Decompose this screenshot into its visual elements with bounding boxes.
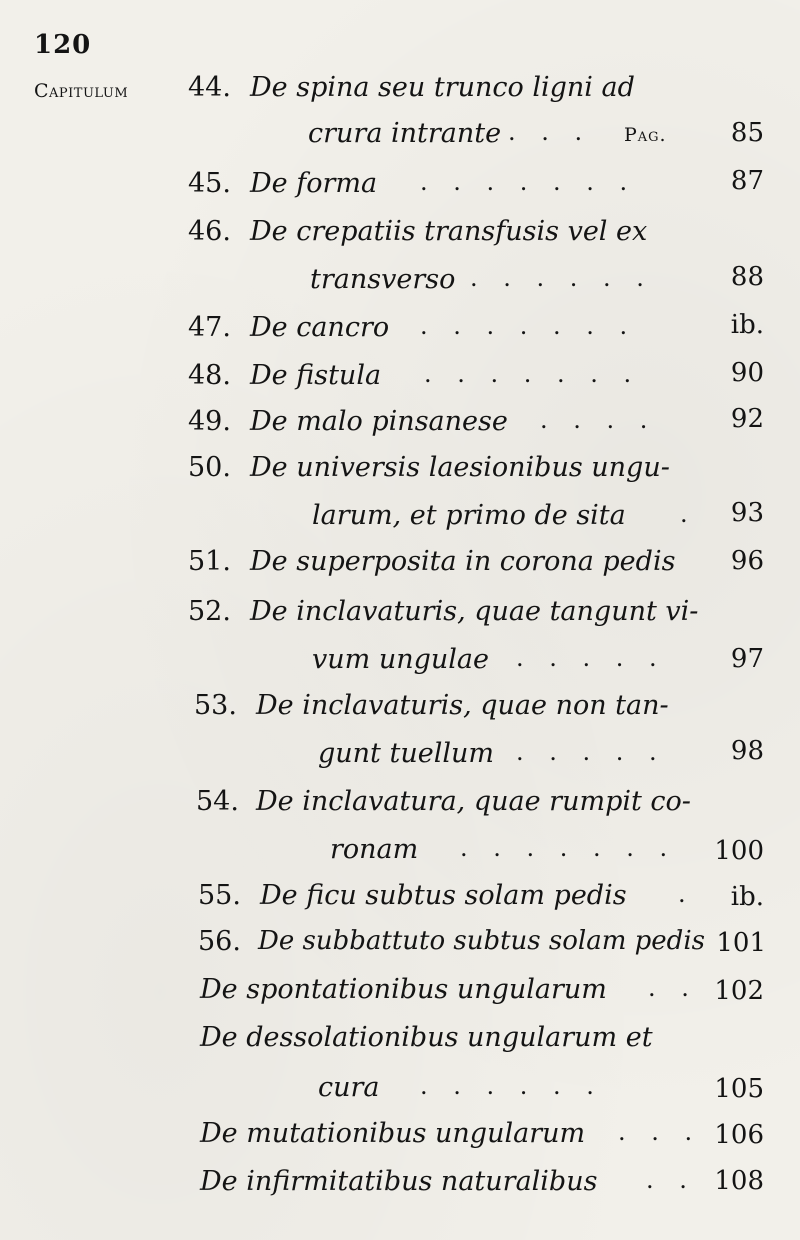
entry-title: De ficu subtus solam pedis	[260, 880, 627, 911]
entry-number: 51.	[188, 546, 231, 577]
entry-number: 47.	[188, 312, 231, 343]
entry-title: De crepatiis transfusis vel ex	[250, 216, 648, 247]
entry-title-continued: cura	[318, 1072, 380, 1103]
entry-page: 102	[714, 976, 764, 1006]
entry-page: 88	[730, 262, 764, 292]
entry-page: 92	[730, 404, 764, 434]
chapter-heading: Capitulum	[34, 80, 129, 102]
entry-number: 50.	[188, 452, 231, 483]
entry-page: 108	[714, 1166, 764, 1196]
entry-page: 93	[730, 498, 764, 528]
entry-title-continued: ronam	[330, 834, 419, 865]
entry-number: 56.	[198, 926, 241, 957]
entry-page: 90	[730, 358, 764, 388]
entry-title: De inclavatura, quae rumpit co-	[256, 786, 691, 817]
leader-dots: .	[680, 500, 697, 528]
entry-title: De inclavaturis, quae tangunt vi-	[250, 596, 699, 627]
entry-page: 100	[714, 836, 764, 866]
entry-number: 44.	[188, 72, 231, 103]
entry-title: De inclavaturis, quae non tan-	[256, 690, 669, 721]
leader-dots: . . . . . . .	[460, 834, 677, 862]
entry-page: 101	[716, 928, 766, 958]
entry-title: De fistula	[250, 360, 382, 391]
pag-label: Pag.	[624, 124, 667, 146]
entry-title: De spontationibus ungularum	[200, 974, 607, 1005]
entry-page: 97	[730, 644, 764, 674]
entry-title: De forma	[250, 168, 378, 199]
entry-title-continued: transverso	[310, 264, 456, 295]
entry-number: 52.	[188, 596, 231, 627]
entry-number: 49.	[188, 406, 231, 437]
leader-dots: . .	[646, 1166, 696, 1194]
leader-dots: . . . . . . .	[424, 360, 641, 388]
entry-page: 98	[730, 736, 764, 766]
entry-title: De cancro	[250, 312, 390, 343]
entry-title: De spina seu trunco ligni ad	[250, 72, 635, 103]
entry-title: De subbattuto subtus solam pedis	[258, 926, 705, 956]
page-number: 120	[34, 30, 92, 60]
entry-number: 55.	[198, 880, 241, 911]
leader-dots: . . . . . .	[470, 264, 653, 292]
leader-dots: . . .	[508, 118, 592, 146]
entry-title-continued: vum ungulae	[312, 644, 489, 675]
entry-number: 48.	[188, 360, 231, 391]
leader-dots: . . . . . . .	[420, 168, 637, 196]
entry-title: De malo pinsanese	[250, 406, 508, 437]
entry-number: 53.	[194, 690, 237, 721]
entry-title: De universis laesionibus ungu-	[250, 452, 670, 483]
entry-title-continued: larum, et primo de sita	[312, 500, 626, 531]
leader-dots: . . . . .	[516, 644, 666, 672]
entry-title: De dessolationibus ungularum et	[200, 1022, 653, 1053]
entry-title: De superposita in corona pedis	[250, 546, 676, 577]
entry-page: 87	[730, 166, 764, 196]
entry-title: De mutationibus ungularum	[200, 1118, 586, 1149]
entry-page: ib.	[730, 882, 764, 912]
entry-number: 45.	[188, 168, 231, 199]
leader-dots: . . . . . .	[420, 1072, 603, 1100]
leader-dots: . . . . . . .	[420, 312, 637, 340]
entry-page: ib.	[730, 310, 764, 340]
entry-title-continued: crura intrante	[308, 118, 502, 149]
leader-dots: .	[678, 880, 695, 908]
leader-dots: . . .	[618, 1118, 702, 1146]
entry-number: 46.	[188, 216, 231, 247]
leader-dots: . . . .	[540, 406, 657, 434]
entry-page: 106	[714, 1120, 764, 1150]
entry-page: 85	[730, 118, 764, 148]
entry-title: De infirmitatibus naturalibus	[200, 1166, 598, 1197]
leader-dots: . .	[648, 974, 698, 1002]
entry-title-continued: gunt tuellum	[318, 738, 494, 769]
entry-page: 105	[714, 1074, 764, 1104]
entry-number: 54.	[196, 786, 239, 817]
entry-page: 96	[730, 546, 764, 576]
leader-dots: . . . . .	[516, 738, 666, 766]
